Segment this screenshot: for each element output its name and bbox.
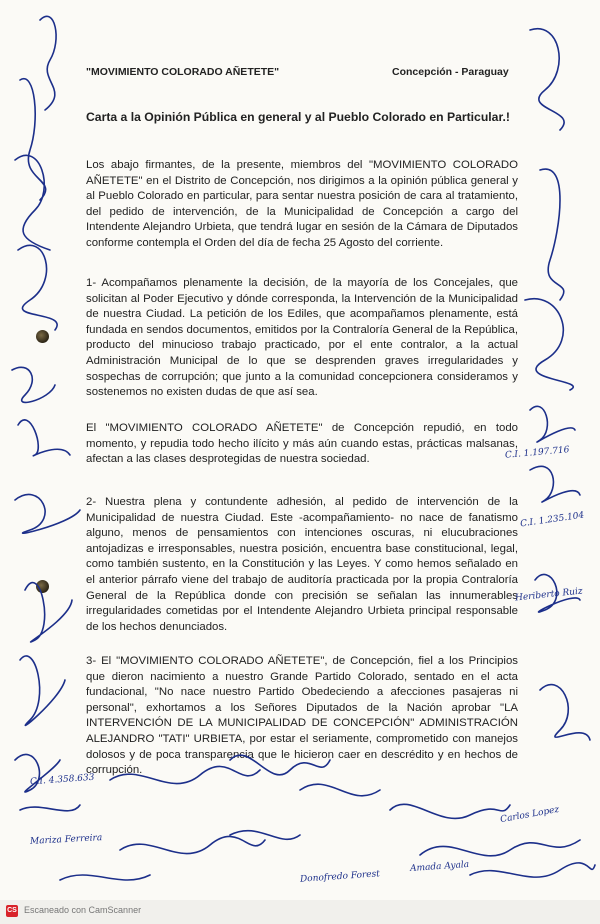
handwritten-ci-2: C.I. 1.235.104 <box>519 510 585 530</box>
signature-left-11 <box>20 805 80 811</box>
signature-left-4 <box>18 245 57 330</box>
signature-bottom-3 <box>300 784 380 796</box>
signature-left-6 <box>18 420 70 456</box>
signature-bottom-8 <box>470 863 595 877</box>
signature-left-7 <box>15 494 80 533</box>
signature-left-9 <box>20 656 65 725</box>
handwritten-name-2: Carlos Lopez <box>499 804 560 826</box>
signature-left-8 <box>25 583 72 642</box>
signature-bottom-4 <box>390 804 510 818</box>
scanner-footer <box>0 900 600 924</box>
handwritten-ci-3: C.I. 4.358.633 <box>29 772 95 788</box>
paragraph-repudiation: El "MOVIMIENTO COLORADO AÑETETE" de Concepción repudió, en todo momento, y repudia todo hecho ilícito y más aún cuando estas, prácticas malsanas, afectan a las clases desprotegidas de nuestra sociedad. <box>86 422 518 466</box>
signature-bottom-6 <box>230 831 300 840</box>
handwritten-name-1: Mariza Ferreira <box>29 833 103 847</box>
punch-hole-bottom <box>36 580 49 593</box>
signature-right-4 <box>530 406 575 442</box>
letter-title: Carta a la Opinión Pública en general y al Pueblo Colorado en Particular.! <box>86 110 510 124</box>
signature-right-2 <box>540 169 564 300</box>
paragraph-point-2: 2- Nuestra plena y contundente adhesión, al pedido de intervención de la Municipalidad de nuestra Ciudad. Este -acompañamiento- no nace de fanatismo alguno, menos de pensamientos con intenciones oscuras, ni elucubraciones antojadizas e irresponsables, nuestra posición, encuentra base constitucional, legal, como también sustento, en la Constitución y las Leyes. Y como hemos señalado en el anterior párrafo viene del trabajo de auditoría practicada por la propia Contraloría General de la República donde con precisión se señalan las innumerables irregularidades cometidas por el Intendente Alejandro Urbieta principal responsable de los hechos denunciados. <box>86 496 518 633</box>
handwritten-name-4: Amada Ayala <box>409 859 470 875</box>
signature-right-5 <box>530 466 580 502</box>
signature-bottom-9 <box>60 875 150 880</box>
handwritten-ci-1: C.I. 1.197.716 <box>504 445 570 461</box>
signature-right-3 <box>525 299 573 390</box>
handwritten-name-5: Heriberto Ruiz <box>514 586 584 604</box>
signature-bottom-7 <box>420 840 580 856</box>
signature-left-2 <box>20 79 46 200</box>
signature-bottom-5 <box>120 836 265 853</box>
camscanner-icon: CS <box>6 905 18 917</box>
signature-left-5 <box>12 367 55 402</box>
paragraph-point-1: 1- Acompañamos plenamente la decisión, de la mayoría de los Concejales, que solicitan al Poder Ejecutivo y dónde corresponda, la Intervención de la Municipalidad de nuestra Ciudad. La petición de los Ediles, que acompañamos plenamente, está fundada en sendos documentos, emitidos por la Contraloría General de la República, producto del minucioso trabajo practicado, por el ente contralor, a la actual Administración Municipal de lo que se desprenden graves irregularidades y sospechas de corrupción; que junto a la comunidad concepcionera consideramos y sostenemos no existen dudas de que así sea. <box>86 277 518 399</box>
signature-left-1 <box>40 16 56 110</box>
signature-left-3 <box>15 155 50 250</box>
signature-right-1 <box>530 29 564 130</box>
handwritten-name-3: Donofredo Forest <box>299 869 381 885</box>
paragraph-intro: Los abajo firmantes, de la presente, miembros del "MOVIMIENTO COLORADO AÑETETE" en el Distrito de Concepción, nos dirigimos a la opinión pública general y al Pueblo Colorado en particular, para sentar nuestra posición de cara al tratamiento, del pedido de intervención, de la Municipalidad de Concepción a cargo del Intendente Alejandro Urbieta, que tendrá lugar en sesión de la Cámara de Diputados conforme contempla el Orden del día de fecha 25 Agosto del corriente. <box>86 159 518 249</box>
paragraph-point-3: 3- El "MOVIMIENTO COLORADO AÑETETE", de Concepción, fiel a los Principios que dieron nacimiento a nuestro Grande Partido Colorado, sentado en el acta fundacional, "No nace nuestro Partido Obedeciendo a afecciones pasajeras ni personal", exhortamos a los Señores Diputados de la Nación aprobar "LA INTERVENCIÓN DE LA MUNICIPALIDAD DE CONCEPCIÓN" ADMINISTRACIÓN ALEJANDRO "TATI" URBIETA, por estar el seriamente, comprometido con manejos dolosos y de poca transparencia que le hicieron caer en descrédito y en hechos de corrupción. <box>86 655 518 777</box>
punch-hole-top <box>36 330 49 343</box>
header-movement: "MOVIMIENTO COLORADO AÑETETE" <box>86 66 280 78</box>
header-location: Concepción - Paraguay <box>392 66 509 78</box>
scanner-label: Escaneado con CamScanner <box>24 905 142 915</box>
signature-right-7 <box>540 685 590 740</box>
